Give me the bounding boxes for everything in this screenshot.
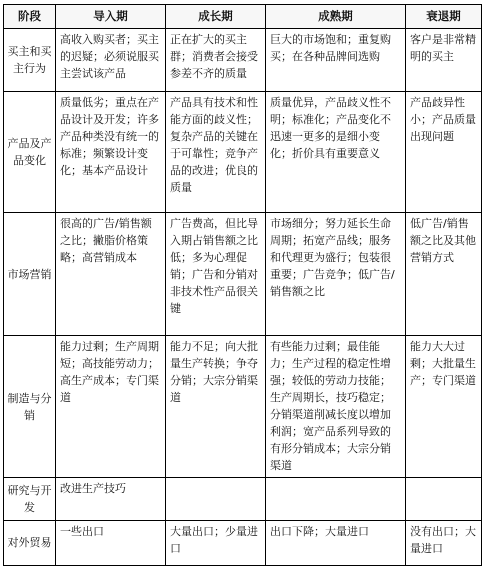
header-introduction: 导入期: [56, 5, 166, 29]
header-row: [4, 5, 482, 29]
cell-product-introduction: 质量低劣；重点在产品设计及开发；许多产品种类没有统一的标准；频繁设计变化；基本产品设计: [56, 92, 166, 213]
table-row-manufacturing: [4, 336, 482, 478]
header-maturity: 成熟期: [266, 5, 406, 29]
cell-product-maturity: 质量优异，产品歧义性不明；标准化；产品变化不迅速一更多的是细小变化；折价具有重要意义: [266, 92, 406, 213]
table-row-rnd: [4, 478, 482, 520]
table-row-product: [4, 92, 482, 213]
product-life-cycle-table: [3, 4, 482, 566]
cell-marketing-maturity: 市场细分；努力延长生命周期；拓宽产品线；服务和代理更为盛行；包装很重要；广告竞争；低广告/销售额之比: [266, 213, 406, 336]
cell-marketing-growth: 广告费高，但比导入期占销售额之比低；多为心理促销；广告和分销对非技术性产品很关键: [166, 213, 266, 336]
cell-marketing-decline: 低广告/销售额之比及其他营销方式: [406, 213, 482, 336]
row-label-marketing: 市场营销: [4, 213, 56, 336]
cell-trade-introduction: 一些出口: [56, 520, 166, 565]
cell-product-growth: 产品具有技术和性能方面的歧义性；复杂产品的关键在于可靠性；竞争产品的改进；优良的质量: [166, 92, 266, 213]
table-row-buyers: [4, 29, 482, 92]
row-label-buyers: 买主和买主行为: [4, 29, 56, 92]
row-label-trade: 对外贸易: [4, 520, 56, 565]
cell-marketing-introduction: 很高的广告/销售额之比；撇脂价格策略；高营销成本: [56, 213, 166, 336]
row-label-manufacturing: 制造与分销: [4, 336, 56, 478]
cell-rnd-decline: [406, 478, 482, 520]
cell-buyers-maturity: 巨大的市场饱和；重复购买；在各种品牌间选购: [266, 29, 406, 92]
header-growth: 成长期: [166, 5, 266, 29]
cell-rnd-maturity: [266, 478, 406, 520]
cell-product-decline: 产品歧异性小；产品质量出现问题: [406, 92, 482, 213]
cell-manufacturing-growth: 能力不足；向大批量生产转换；争夺分销；大宗分销渠道: [166, 336, 266, 478]
header-stage: 阶段: [4, 5, 56, 29]
cell-rnd-growth: [166, 478, 266, 520]
table-row-marketing: [4, 213, 482, 336]
header-decline: 衰退期: [406, 5, 482, 29]
row-label-rnd: 研究与开发: [4, 478, 56, 520]
cell-trade-decline: 没有出口；大量进口: [406, 520, 482, 565]
cell-trade-maturity: 出口下降；大量进口: [266, 520, 406, 565]
row-label-product: 产品及产品变化: [4, 92, 56, 213]
cell-trade-growth: 大量出口；少量进口: [166, 520, 266, 565]
cell-buyers-decline: 客户是非常精明的买主: [406, 29, 482, 92]
cell-manufacturing-decline: 能力大大过剩；大批量生产；专门渠道: [406, 336, 482, 478]
cell-buyers-introduction: 高收入购买者；买主的迟疑；必须说服买主尝试该产品: [56, 29, 166, 92]
cell-rnd-introduction: 改进生产技巧: [56, 478, 166, 520]
cell-manufacturing-introduction: 能力过剩；生产周期短；高技能劳动力；高生产成本；专门渠道: [56, 336, 166, 478]
cell-manufacturing-maturity: 有些能力过剩；最佳能力；生产过程的稳定性增强；较低的劳动力技能；生产周期长，技巧稳定；分销渠道削减长度以增加利润；宽产品系列导致的有形分销成本；大宗分销渠道: [266, 336, 406, 478]
cell-buyers-growth: 正在扩大的买主群；消费者会接受参差不齐的质量: [166, 29, 266, 92]
table-row-trade: [4, 520, 482, 565]
